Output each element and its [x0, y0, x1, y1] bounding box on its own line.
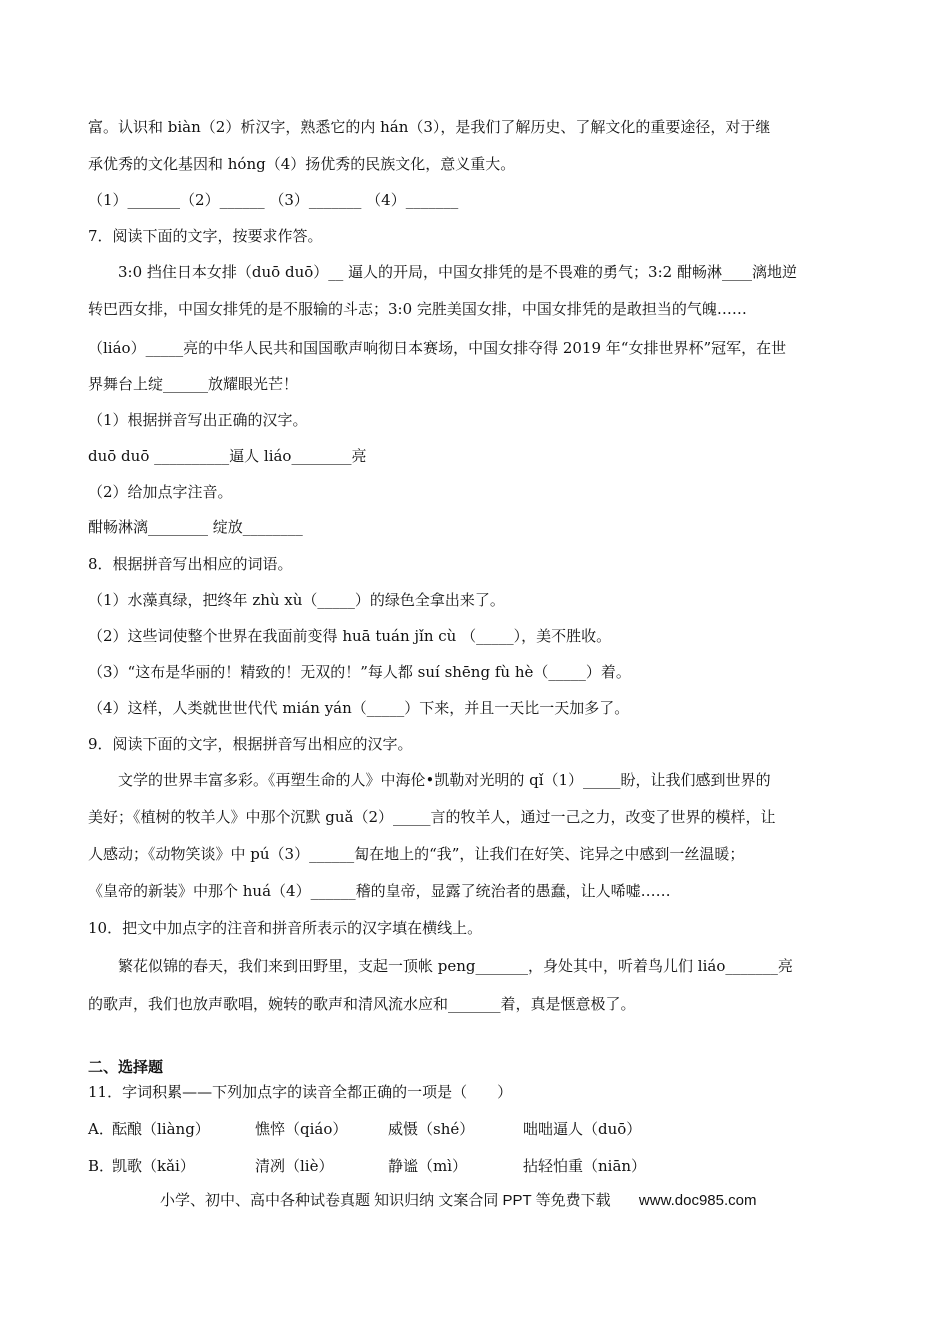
question-7-title: 7．阅读下面的文字，按要求作答。 [88, 227, 323, 245]
sub-question: （1）根据拼音写出正确的汉字。 [88, 411, 308, 429]
text-line: 文学的世界丰富多彩。《再塑生命的人》中海伦•凯勒对光明的 qǐ（1）_____盼，让我们感到世界的 [118, 771, 771, 789]
sub-question: （2）给加点字注音。 [88, 483, 233, 501]
text-line: 人感动；《动物笑谈》中 pú（3）______匐在地上的“我”，让我们在好笑、诧异之中感到一丝温暖； [88, 845, 745, 863]
text-line: 《皇帝的新装》中那个 huá（4）______稽的皇帝，显露了统治者的愚蠢，让人唏嘘…… [88, 882, 671, 900]
option-item: 拈轻怕重（niān） [523, 1157, 647, 1175]
option-item: 酝酿（liàng） [112, 1120, 210, 1138]
question-10-title: 10．把文中加点字的注音和拼音所表示的汉字填在横线上。 [88, 919, 483, 937]
footer-text: 小学、初中、高中各种试卷真题 知识归纳 文案合同 PPT 等免费下载 [160, 1192, 611, 1209]
question-9-title: 9．阅读下面的文字，根据拼音写出相应的汉字。 [88, 735, 413, 753]
section-heading: 二、选择题 [88, 1059, 164, 1076]
option-item: 凯歌（kǎi） [112, 1157, 195, 1175]
option-item: 清冽（liè） [255, 1157, 334, 1175]
sub-question: （2）这些词使整个世界在我面前变得 huā tuán jǐn cù （_____），美不胜收。 [88, 627, 612, 645]
footer [160, 1190, 756, 1212]
text-line: 繁花似锦的春天，我们来到田野里，支起一顶帐 peng_______，身处其中，听着鸟儿们 liáo_______亮 [118, 957, 793, 975]
text-line: 美好；《植树的牧羊人》中那个沉默 guǎ（2）_____言的牧羊人，通过一己之力，改变了世界的模样，让 [88, 808, 776, 826]
option-item: 威慑（shé） [388, 1120, 475, 1138]
answer-line: 酣畅淋漓________ 绽放________ [88, 518, 303, 536]
text-line: 的歌声，我们也放声歌唱，婉转的歌声和清风流水应和_______着，真是惬意极了。 [88, 995, 636, 1013]
option-item: 静谧（mì） [388, 1157, 468, 1175]
text-line: 富。认识和 biàn（2）析汉字，熟悉它的内 hán（3），是我们了解历史、了解文化的重要途径，对于继 [88, 118, 771, 136]
sub-question: （4）这样，人类就世世代代 mián yán（_____）下来，并且一天比一天加多了。 [88, 699, 630, 717]
option-label[interactable]: B． [88, 1157, 115, 1175]
question-11-title: 11．字词积累——下列加点字的读音全都正确的一项是（ ） [88, 1083, 513, 1101]
option-label[interactable]: A． [88, 1120, 114, 1138]
sub-question: （3）“这布是华丽的！精致的！无双的！”每人都 suí shēng fù hè（_____）着。 [88, 663, 631, 681]
text-line: （liáo）_____亮的中华人民共和国国歌声响彻日本赛场，中国女排夺得 2019 年“女排世界杯”冠军，在世 [88, 339, 787, 357]
option-item: 咄咄逼人（duō） [523, 1120, 642, 1138]
footer-link[interactable]: www.doc985.com [638, 1192, 757, 1209]
answer-line: duō duō __________逼人 liáo________亮 [88, 447, 367, 465]
answer-blanks: （1）_______（2）______ （3）_______ （4）_______ [88, 191, 459, 209]
question-8-title: 8．根据拼音写出相应的词语。 [88, 555, 293, 573]
option-item: 憔悴（qiáo） [255, 1120, 348, 1138]
text-line: 承优秀的文化基因和 hóng（4）扬优秀的民族文化，意义重大。 [88, 155, 516, 173]
sub-question: （1）水藻真绿，把终年 zhù xù（_____）的绿色全拿出来了。 [88, 591, 505, 609]
text-line: 3:0 挡住日本女排（duō duō）__ 逼人的开局，中国女排凭的是不畏难的勇气；3:2 酣畅淋____漓地逆 [118, 263, 797, 281]
text-line: 转巴西女排，中国女排凭的是不服输的斗志；3:0 完胜美国女排，中国女排凭的是敢担当的气魄…… [88, 300, 747, 318]
text-line: 界舞台上绽______放耀眼光芒！ [88, 375, 299, 393]
